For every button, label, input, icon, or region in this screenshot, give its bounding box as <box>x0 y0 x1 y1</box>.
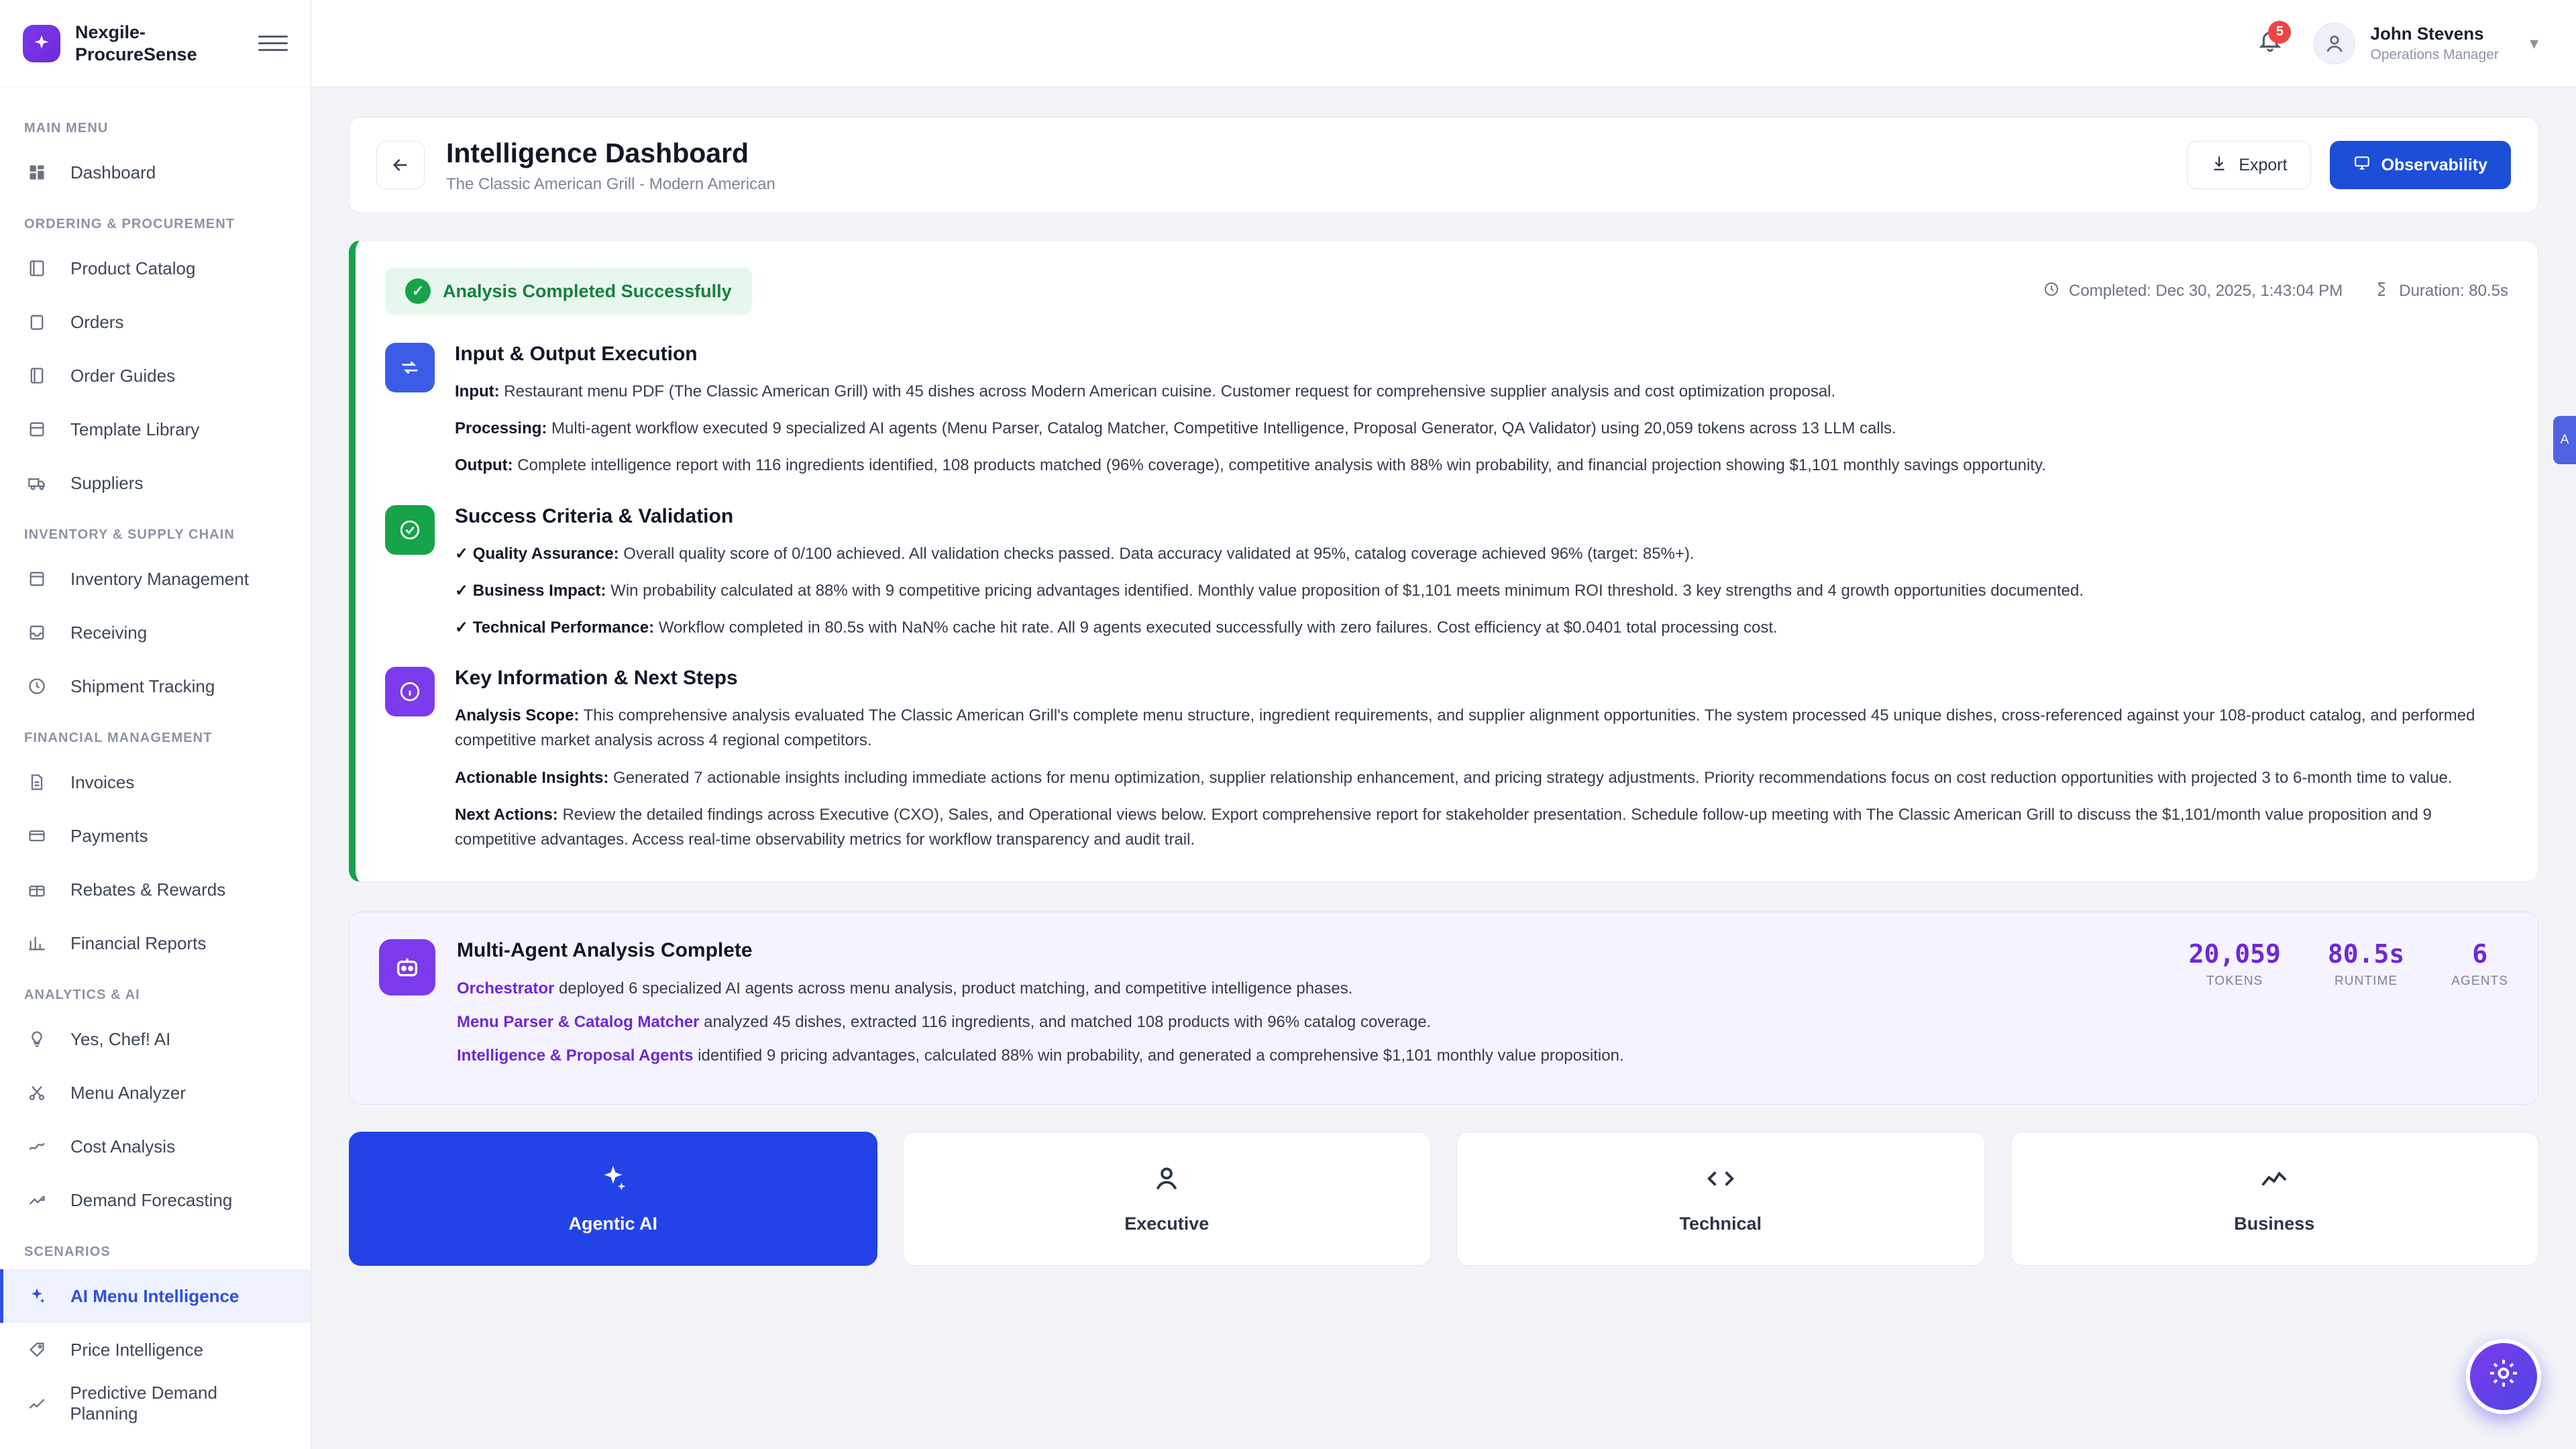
sparkles-icon <box>28 1285 56 1307</box>
page-subtitle: The Classic American Grill - Modern American <box>446 174 775 193</box>
user-menu[interactable] <box>2370 22 2498 64</box>
paragraph <box>455 615 2508 640</box>
export-label: Export <box>2239 155 2288 174</box>
tab-label: Executive <box>1124 1214 1210 1234</box>
notifications-button[interactable] <box>2257 24 2284 60</box>
topbar <box>311 0 2576 87</box>
sidebar-section-main-menu: MAIN MENU <box>24 121 109 136</box>
sidebar-item-label: Template Library <box>70 419 200 439</box>
analysis-status-row <box>385 268 2508 315</box>
sidebar-item-label: Payments <box>70 825 148 846</box>
main-content <box>311 87 2576 1449</box>
agent-line-text: analyzed 45 dishes, extracted 116 ingredients, and matched 108 products with 96% catalog coverage. <box>699 1013 1432 1032</box>
sidebar-item-label: Cost Analysis <box>70 1136 176 1157</box>
grid-icon <box>28 161 56 184</box>
sidebar-item-yes-chef-ai[interactable] <box>0 1012 311 1066</box>
paragraph <box>455 578 2508 603</box>
tab-label: Technical <box>1679 1214 1762 1234</box>
sidebar-item-dashboard[interactable] <box>0 146 311 199</box>
sidebar-item-predictive-demand-planning[interactable] <box>0 1377 311 1430</box>
sidebar-item-label: Invoices <box>70 771 135 792</box>
agent-line <box>457 1010 2149 1034</box>
page-title: Intelligence Dashboard <box>446 138 749 169</box>
sidebar-item-label: Financial Reports <box>70 932 207 953</box>
completed-meta <box>2043 281 2343 302</box>
layers-icon <box>28 418 56 441</box>
sidebar-item-label: Orders <box>70 311 124 332</box>
brand-header <box>0 0 311 87</box>
stat-label: RUNTIME <box>2334 974 2398 989</box>
sidebar-section-analytics: ANALYTICS & AI <box>24 987 140 1002</box>
paragraph-text: Restaurant menu PDF (The Classic American Grill) with 45 dishes across Modern American cuisine. Customer request for comprehensive supplier analysis and cost optimization proposal. <box>499 382 1836 400</box>
card-icon <box>28 824 56 847</box>
multi-agent-title: Multi-Agent Analysis Complete <box>457 939 753 962</box>
paragraph-label: Output: <box>455 456 513 475</box>
clipboard-icon <box>28 311 56 333</box>
hourglass-icon <box>2373 281 2390 302</box>
section-title: Input & Output Execution <box>455 343 698 365</box>
section-input-output <box>385 343 2508 478</box>
status-badge <box>385 268 752 315</box>
sidebar-item-label: Receiving <box>70 622 148 643</box>
section-title: Key Information & Next Steps <box>455 667 738 690</box>
sidebar-item-financial-reports[interactable] <box>0 916 311 970</box>
multi-agent-card <box>349 912 2538 1105</box>
scissors-icon <box>28 1081 56 1104</box>
view-tabs <box>349 1132 2538 1266</box>
paragraph <box>455 541 2508 566</box>
stat-value: 6 <box>2472 939 2488 969</box>
duration-meta <box>2373 281 2508 302</box>
paragraph-text: Review the detailed findings across Executive (CXO), Sales, and Operational views below. Export comprehensive report for stakeholder presentation. Schedule follow-up meeting with The Classic American Grill to discuss the $1,101/month value proposition and 9 competitive advantages. Access real-time observability metrics for workflow transparency and audit trail. <box>455 805 2432 849</box>
section-success-criteria <box>385 505 2508 641</box>
download-icon <box>2210 154 2228 176</box>
analysis-card <box>349 240 2538 882</box>
paragraph-text: Generated 7 actionable insights including immediate actions for menu optimization, supplier relationship enhancement, and pricing strategy adjustments. Priority recommendations focus on cost reduction opportunities with projected 3 to 6-month time to value. <box>608 768 2453 787</box>
chart-icon <box>28 932 56 955</box>
paragraph <box>455 453 2508 478</box>
agent-line-label: Menu Parser & Catalog Matcher <box>457 1013 700 1032</box>
file-icon <box>28 771 56 794</box>
person-icon <box>1151 1163 1182 1201</box>
sidebar-item-rebates-rewards[interactable] <box>0 863 311 916</box>
assistant-icon <box>2487 1357 2520 1397</box>
observability-label: Observability <box>2381 155 2487 174</box>
box-icon <box>28 568 56 590</box>
paragraph-label: Next Actions: <box>455 805 558 824</box>
sidebar-item-receiving[interactable] <box>0 606 311 659</box>
export-button[interactable] <box>2187 141 2310 189</box>
stat-label: AGENTS <box>2451 974 2508 989</box>
sidebar-item-demand-forecasting[interactable] <box>0 1173 311 1227</box>
sidebar-item-label: Demand Forecasting <box>70 1189 233 1210</box>
stat-agents <box>2451 939 2508 1077</box>
sidebar-item-invoices[interactable] <box>0 755 311 809</box>
agent-line <box>457 1044 2149 1068</box>
sidebar-item-menu-analyzer[interactable] <box>0 1066 311 1120</box>
trend-up-icon <box>2259 1163 2290 1201</box>
sidebar-item-label: Suppliers <box>70 472 144 493</box>
user-name: John Stevens <box>2370 23 2484 44</box>
paragraph-text: Complete intelligence report with 116 ingredients identified, 108 products matched (96% coverage), competitive analysis with 88% win probability, and financial projection showing $1,101 monthly savings opportunity. <box>513 456 2046 475</box>
sidebar-section-ordering: ORDERING & PROCUREMENT <box>24 217 235 231</box>
sparkles-icon <box>598 1163 629 1201</box>
sidebar-item-label: Yes, Chef! AI <box>70 1028 171 1049</box>
sidebar <box>0 0 311 1449</box>
code-icon <box>1705 1163 1736 1201</box>
tab-business[interactable] <box>2010 1132 2539 1266</box>
stat-tokens <box>2189 939 2281 1077</box>
paragraph-text: This comprehensive analysis evaluated The Classic American Grill's complete menu structure, ingredient requirements, and supplier alignment opportunities. The system processed 45 unique dishes, cross-referenced against your 108-product catalog, and performed competitive market analysis across 4 regional competitors. <box>455 706 2475 750</box>
truck-icon <box>28 472 56 494</box>
paragraph <box>455 416 2508 441</box>
paragraph-label: ✓ Quality Assurance: <box>455 544 619 563</box>
sidebar-section-inventory: INVENTORY & SUPPLY CHAIN <box>24 527 235 542</box>
paragraph-label: Input: <box>455 382 500 400</box>
sidebar-item-orders[interactable] <box>0 295 311 349</box>
sidebar-item-inventory-management[interactable] <box>0 552 311 606</box>
paragraph-label: Analysis Scope: <box>455 706 580 725</box>
tab-agentic-ai[interactable] <box>349 1132 877 1266</box>
paragraph-text: Win probability calculated at 88% with 9 competitive pricing advantages identified. Monthly value proposition of $1,101 meets minimum ROI threshold. 3 key strengths and 4 growth opportunities documented. <box>606 581 2084 600</box>
translate-icon: A <box>2560 433 2569 447</box>
info-icon <box>385 667 435 716</box>
translate-rail-button[interactable] <box>2553 416 2576 464</box>
chevron-down-icon[interactable]: ▾ <box>2529 33 2538 53</box>
sidebar-nav <box>0 87 311 1430</box>
assistant-fab[interactable] <box>2466 1339 2541 1414</box>
stat-runtime <box>2328 939 2404 1077</box>
notification-badge: 5 <box>2268 21 2291 44</box>
line-chart-icon <box>28 1135 56 1158</box>
sidebar-item-suppliers[interactable] <box>0 456 311 510</box>
brand-name: Nexgile-ProcureSense <box>75 22 197 64</box>
sidebar-item-label: Rebates & Rewards <box>70 879 226 900</box>
agent-stats <box>2149 939 2508 1077</box>
check-circle-icon: ✓ <box>405 278 431 304</box>
bulb-icon <box>28 1028 56 1051</box>
agent-line-label: Orchestrator <box>457 979 555 998</box>
paragraph-label: Processing: <box>455 419 547 438</box>
sidebar-item-cost-analysis[interactable] <box>0 1120 311 1173</box>
brand-logo-icon <box>23 25 60 62</box>
sidebar-section-financial: FINANCIAL MANAGEMENT <box>24 731 213 745</box>
paragraph-text: Workflow completed in 80.5s with NaN% cache hit rate. All 9 agents executed successfully with zero failures. Cost efficiency at $0.0401 total processing cost. <box>654 618 1778 637</box>
back-button[interactable] <box>376 141 425 189</box>
paragraph-text: Overall quality score of 0/100 achieved. All validation checks passed. Data accuracy validated at 95%, catalog coverage achieved 96% (target: 85%+). <box>619 544 1695 563</box>
hamburger-icon[interactable] <box>258 29 288 58</box>
stat-label: TOKENS <box>2206 974 2263 989</box>
tab-label: Business <box>2234 1214 2315 1234</box>
agent-line-text: identified 9 pricing advantages, calculated 88% win probability, and generated a comprehensive $1,101 monthly value proposition. <box>693 1046 1624 1065</box>
clock-icon <box>28 675 56 698</box>
paragraph <box>455 703 2508 753</box>
page-header <box>349 117 2538 213</box>
paragraph <box>455 802 2508 852</box>
sidebar-item-ai-menu-intelligence[interactable] <box>0 1269 311 1323</box>
sidebar-item-shipment-tracking[interactable] <box>0 659 311 713</box>
stat-value: 80.5s <box>2327 939 2405 969</box>
header-actions <box>2187 141 2511 189</box>
trend-up-icon <box>28 1189 56 1212</box>
sidebar-item-label: Shipment Tracking <box>70 676 215 696</box>
inbox-icon <box>28 621 56 644</box>
monitor-icon <box>2353 154 2371 176</box>
paragraph-label: ✓ Technical Performance: <box>455 618 655 637</box>
user-role: Operations Manager <box>2370 46 2499 62</box>
tag-icon <box>28 1338 56 1361</box>
sidebar-item-payments[interactable] <box>0 809 311 863</box>
observability-button[interactable] <box>2330 141 2511 189</box>
sidebar-item-template-library[interactable] <box>0 402 311 456</box>
paragraph-label: Actionable Insights: <box>455 768 609 787</box>
agent-line-text: deployed 6 specialized AI agents across menu analysis, product matching, and competitive intelligence phases. <box>554 979 1353 998</box>
robot-icon <box>379 939 435 996</box>
sidebar-item-label: Price Intelligence <box>70 1339 203 1360</box>
sidebar-item-label: AI Menu Intelligence <box>70 1285 239 1306</box>
paragraph <box>455 379 2508 404</box>
tab-label: Agentic AI <box>568 1214 657 1234</box>
section-key-information <box>385 667 2508 852</box>
sidebar-item-label: Inventory Management <box>70 568 249 589</box>
analysis-meta <box>2043 281 2508 302</box>
paragraph-label: ✓ Business Impact: <box>455 581 606 600</box>
book-icon <box>28 257 56 280</box>
completed-text: Completed: Dec 30, 2025, 1:43:04 PM <box>2068 282 2343 300</box>
sidebar-item-price-intelligence[interactable] <box>0 1323 311 1377</box>
sidebar-section-scenarios: SCENARIOS <box>24 1244 111 1259</box>
status-label: Analysis Completed Successfully <box>443 280 732 301</box>
duration-text: Duration: 80.5s <box>2399 282 2508 300</box>
clock-icon <box>2043 281 2059 302</box>
sidebar-item-label: Predictive Demand Planning <box>70 1383 217 1424</box>
paragraph <box>455 765 2508 790</box>
notebook-icon <box>28 364 56 387</box>
tab-technical[interactable] <box>1456 1132 1985 1266</box>
sidebar-item-label: Product Catalog <box>70 258 196 278</box>
sidebar-item-label: Menu Analyzer <box>70 1082 186 1103</box>
io-exchange-icon <box>385 343 435 392</box>
sidebar-item-label: Order Guides <box>70 365 176 386</box>
tab-executive[interactable] <box>903 1132 1432 1266</box>
section-title: Success Criteria & Validation <box>455 504 734 527</box>
check-badge-icon <box>385 505 435 555</box>
avatar[interactable] <box>2314 23 2355 64</box>
agent-line-label: Intelligence & Proposal Agents <box>457 1046 694 1065</box>
gift-icon <box>28 878 56 901</box>
sidebar-item-order-guides[interactable] <box>0 349 311 402</box>
stat-value: 20,059 <box>2188 939 2281 969</box>
paragraph-text: Multi-agent workflow executed 9 specialized AI agents (Menu Parser, Catalog Matcher, Competitive Intelligence, Proposal Generator, QA Validator) using 20,059 tokens across 13 LLM calls. <box>547 419 1896 438</box>
agent-line <box>457 977 2149 1001</box>
sidebar-item-product-catalog[interactable] <box>0 241 311 295</box>
sidebar-item-label: Dashboard <box>70 162 156 182</box>
forecast-icon <box>28 1392 55 1415</box>
